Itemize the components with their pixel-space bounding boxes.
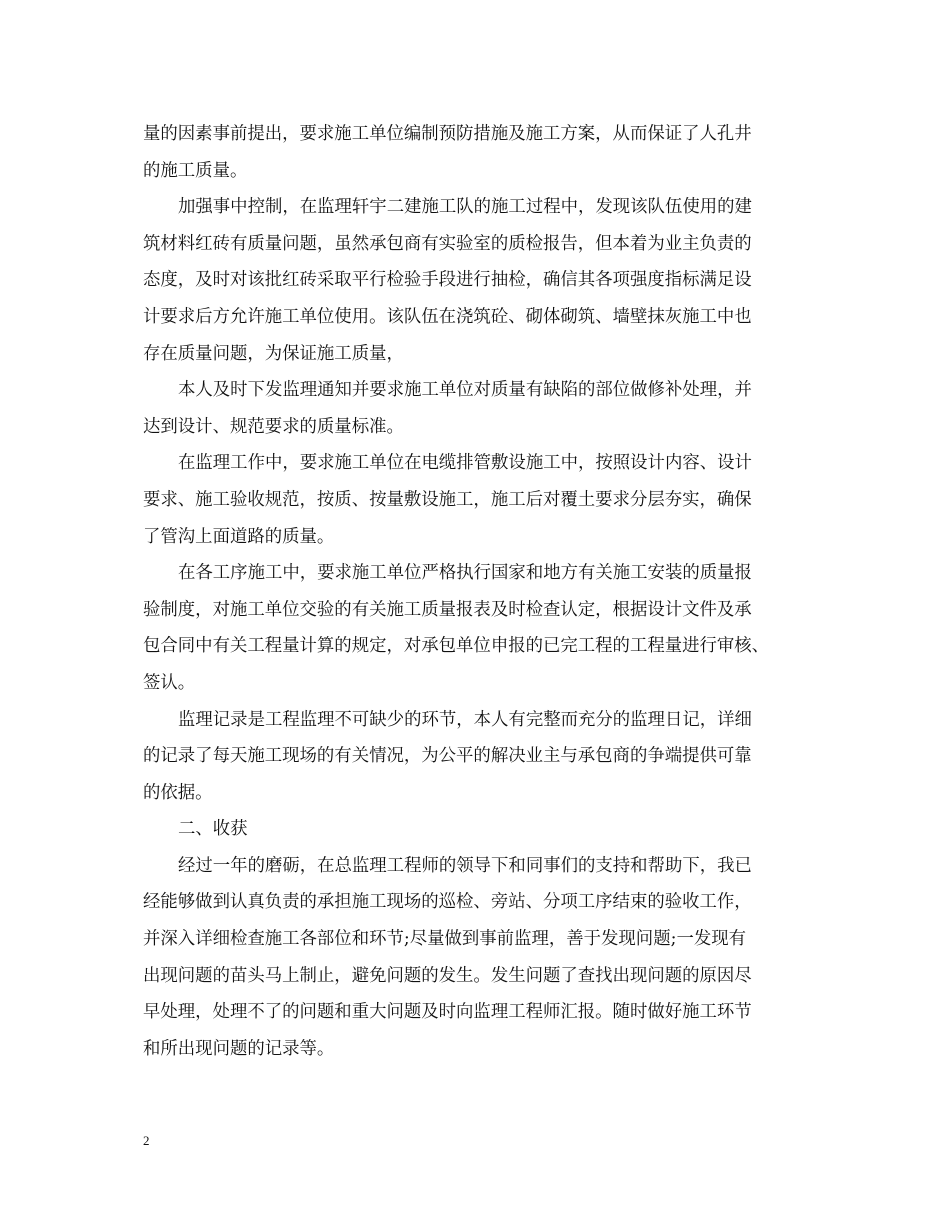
text-line: 计要求后方允许施工单位使用。该队伍在浇筑砼、砌体砌筑、墙壁抹灰施工中也 [143,306,752,327]
text-line: 量的因素事前提出，要求施工单位编制预防措施及施工方案，从而保证了人孔井 [143,124,752,144]
text-line: 存在质量问题，为保证施工质量， [143,343,404,364]
text-line: 态度，及时对该批红砖采取平行检验手段进行抽检，确信其各项强度指标满足设 [143,270,752,291]
text-line: 验制度，对施工单位交验的有关施工质量报表及时检查认定，根据设计文件及承 [143,599,752,620]
text-line: 早处理，处理不了的问题和重大问题及时向监理工程师汇报。随时做好施工环节 [143,1002,752,1023]
text-line: 监理记录是工程监理不可缺少的环节，本人有完整而充分的监理日记，详细 [178,709,752,730]
text-line: 本人及时下发监理通知并要求施工单位对质量有缺陷的部位做修补处理，并 [178,380,752,401]
text-line: 达到设计、规范要求的质量标准。 [143,416,404,437]
text-line: 并深入详细检查施工各部位和环节;尽量做到事前监理，善于发现问题;一发现有 [143,929,747,950]
text-line: 的依据。 [143,782,213,803]
text-line: 包合同中有关工程量计算的规定，对承包单位申报的已完工程的工程量进行审核、 [143,636,770,657]
text-line: 和所出现问题的记录等。 [143,1038,335,1059]
document-body [143,116,813,1067]
text-line: 签认。 [143,672,196,693]
text-line: 出现问题的苗头马上制止，避免问题的发生。发生问题了查找出现问题的原因尽 [143,965,752,986]
text-line: 筑材料红砖有质量问题，虽然承包商有实验室的质检报告，但本着为业主负责的 [143,233,752,254]
page-number: 2 [143,1133,150,1148]
text-line: 了管沟上面道路的质量。 [143,526,335,547]
text-line: 二、收获 [178,819,248,840]
text-line: 在各工序施工中，要求施工单位严格执行国家和地方有关施工安装的质量报 [178,563,752,584]
text-line: 经能够做到认真负责的承担施工现场的巡检、旁站、分项工序结束的验收工作， [143,892,752,913]
text-line: 经过一年的磨砺，在总监理工程师的领导下和同事们的支持和帮助下，我已 [178,855,752,876]
text-line: 的施工质量。 [143,160,248,181]
text-line: 要求、施工验收规范，按质、按量敷设施工，施工后对覆土要求分层夯实，确保 [143,489,752,510]
text-line: 加强事中控制，在监理轩宇二建施工队的施工过程中，发现该队伍使用的建 [178,197,752,218]
text-line: 在监理工作中，要求施工单位在电缆排管敷设施工中，按照设计内容、设计 [178,453,752,474]
text-line: 的记录了每天施工现场的有关情况，为公平的解决业主与承包商的争端提供可靠 [143,746,752,767]
